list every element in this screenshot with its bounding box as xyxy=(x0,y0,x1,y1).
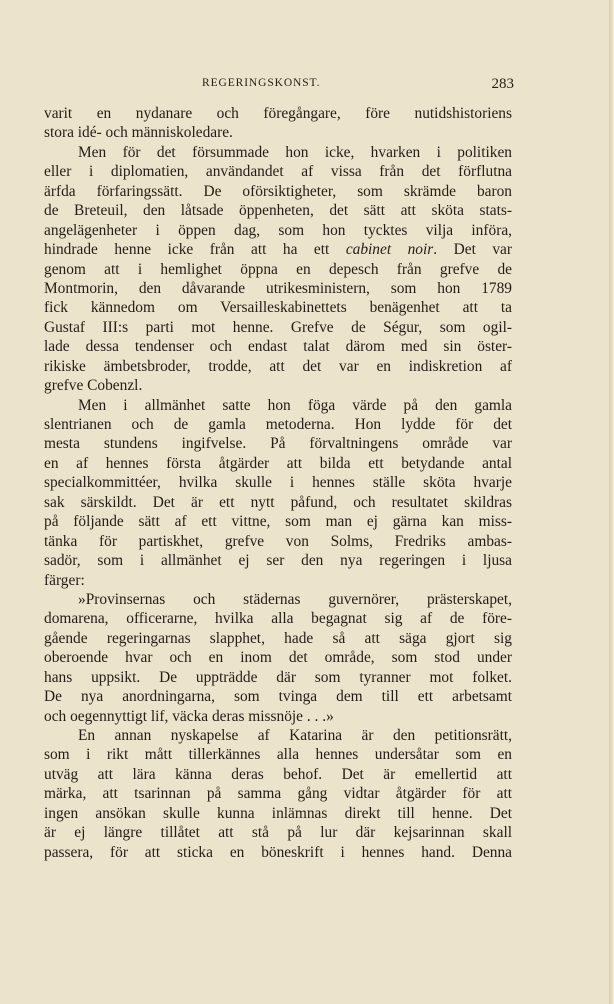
text-line xyxy=(44,784,512,803)
line-text: Men i allmänhet satte hon föga värde på den gamla xyxy=(78,396,512,414)
line-text: rikiske ämbetsbroder, trodde, att det var en indiskretion af xyxy=(44,357,512,375)
text-line xyxy=(44,668,512,687)
text-line xyxy=(44,376,512,395)
text-line xyxy=(44,279,512,298)
text-line xyxy=(44,162,512,181)
text-line xyxy=(44,318,512,337)
text-line xyxy=(44,609,512,628)
text-line xyxy=(44,337,512,356)
text-line xyxy=(44,532,512,551)
line-text: och oegennyttigt lif, väcka deras missnöje . . .» xyxy=(44,707,334,725)
running-head: REGERINGSKONST. xyxy=(202,77,321,89)
line-text: hans uppsikt. De uppträdde där som tyranner mot folket. xyxy=(44,668,512,686)
text-line xyxy=(44,571,512,590)
line-text: Men för det försummade hon icke, hvarken i politiken xyxy=(78,143,512,161)
line-text: angelägenheter i öppen dag, som hon tycktes vilja införa, xyxy=(44,221,512,239)
line-text: gående regeringarnas slapphet, hade så att säga gjort sig xyxy=(44,629,512,647)
line-text: »Provinsernas och städernas guvernörer, prästerskapet, xyxy=(78,590,512,608)
line-text: oberoende hvar och en inom det område, som stod under xyxy=(44,649,512,667)
line-text: fick kännedom om Versailleskabinettets benägenhet att ta xyxy=(44,299,512,317)
line-text: lade dessa tendenser och endast talat därom med sin öster- xyxy=(44,338,512,356)
line-text: på följande sätt af ett vittne, som man ej gärna kan miss- xyxy=(44,513,512,531)
text-line xyxy=(44,823,512,842)
line-text: de Breteuil, den låtsade öppenheten, det sätt att sköta stats- xyxy=(44,202,512,220)
text-line xyxy=(44,493,512,512)
line-text: hindrade henne icke från att ha ett xyxy=(44,241,346,259)
text-line xyxy=(44,473,512,492)
line-text: Gustaf III:s parti mot henne. Grefve de Ségur, som ogil- xyxy=(44,318,512,336)
text-line xyxy=(44,182,512,201)
line-text: De nya anordningarna, som tvinga dem till ett arbetsamt xyxy=(44,688,512,706)
line-text: genom att i hemlighet öppna en depesch från grefve de xyxy=(44,260,512,278)
text-line xyxy=(44,240,512,259)
line-text: ingen ansökan skulle kunna inlämnas direkt till henne. Det xyxy=(44,804,512,822)
line-text: eller i diplomatien, användandet af vissa från det förflutna xyxy=(44,163,512,181)
text-line xyxy=(44,648,512,667)
text-line xyxy=(44,123,512,142)
text-line xyxy=(44,221,512,240)
line-text: tänka för partiskhet, grefve von Solms, Fredriks ambas- xyxy=(44,532,512,550)
text-line xyxy=(44,298,512,317)
line-text: varit en nydanare och föregångare, före nutidshistoriens xyxy=(44,105,512,122)
line-text: grefve Cobenzl. xyxy=(44,377,143,395)
line-text: sadör, som i allmänhet ej ser den nya regeringen i ljusa xyxy=(44,552,512,570)
line-text: stora idé- och människoledare. xyxy=(44,124,233,142)
page-number: 283 xyxy=(491,76,514,92)
text-line xyxy=(44,201,512,220)
text-line xyxy=(44,687,512,706)
text-line xyxy=(44,843,512,862)
line-text: mesta stundens ingifvelse. På förvaltningens område var xyxy=(44,435,512,453)
text-line xyxy=(44,260,512,279)
text-line xyxy=(44,454,512,473)
line-text: är ej längre tillåtet att stå på lur där kejsarinnan skall xyxy=(44,824,512,842)
line-text: Montmorin, den dåvarande utrikesministern, som hon 1789 xyxy=(44,279,512,297)
line-text-after: . Det var xyxy=(433,241,513,259)
text-line xyxy=(44,707,512,726)
italic-phrase: cabinet noir xyxy=(345,241,434,259)
text-line xyxy=(44,434,512,453)
line-text: En annan nyskapelse af Katarina är den petitionsrätt, xyxy=(78,727,512,744)
line-text: passera, för att sticka en böneskrift i hennes hand. Denna xyxy=(44,843,512,861)
line-text: en af hennes första åtgärder att bilda ett betydande antal xyxy=(44,454,512,472)
text-line xyxy=(44,104,512,123)
line-text: utväg att lära känna deras behof. Det är emellertid att xyxy=(44,765,512,783)
text-line xyxy=(44,551,512,570)
text-line xyxy=(44,512,512,531)
text-line xyxy=(44,415,512,434)
text-line xyxy=(44,726,512,745)
text-line xyxy=(44,357,512,376)
text-line xyxy=(44,765,512,784)
text-line xyxy=(44,590,512,609)
line-text: specialkommittéer, hvilka skulle i hennes ställe sköta hvarje xyxy=(44,474,512,492)
line-text: som i rikt mått tillerkännes alla hennes undersåtar som en xyxy=(44,746,512,764)
line-text: domarena, officerarne, hvilka alla begagnat sig af de före- xyxy=(44,610,512,628)
line-text: sak särskildt. Det är ett nytt påfund, och resultatet skildras xyxy=(44,493,512,511)
text-line xyxy=(44,629,512,648)
text-line xyxy=(44,745,512,764)
line-text: ärfda förfaringssätt. De oförsiktigheter, som skrämde baron xyxy=(44,182,512,200)
page-edge xyxy=(609,0,614,1004)
page-header xyxy=(44,76,514,94)
text-line xyxy=(44,804,512,823)
line-text: färger: xyxy=(44,571,85,589)
line-text: märka, att tsarinnan på samma gång vidtar åtgärder för att xyxy=(44,785,512,803)
line-text: slentrianen och de gamla metoderna. Hon lydde för det xyxy=(44,416,512,433)
text-line xyxy=(44,143,512,162)
text-line xyxy=(44,396,512,415)
body-text xyxy=(44,104,512,862)
